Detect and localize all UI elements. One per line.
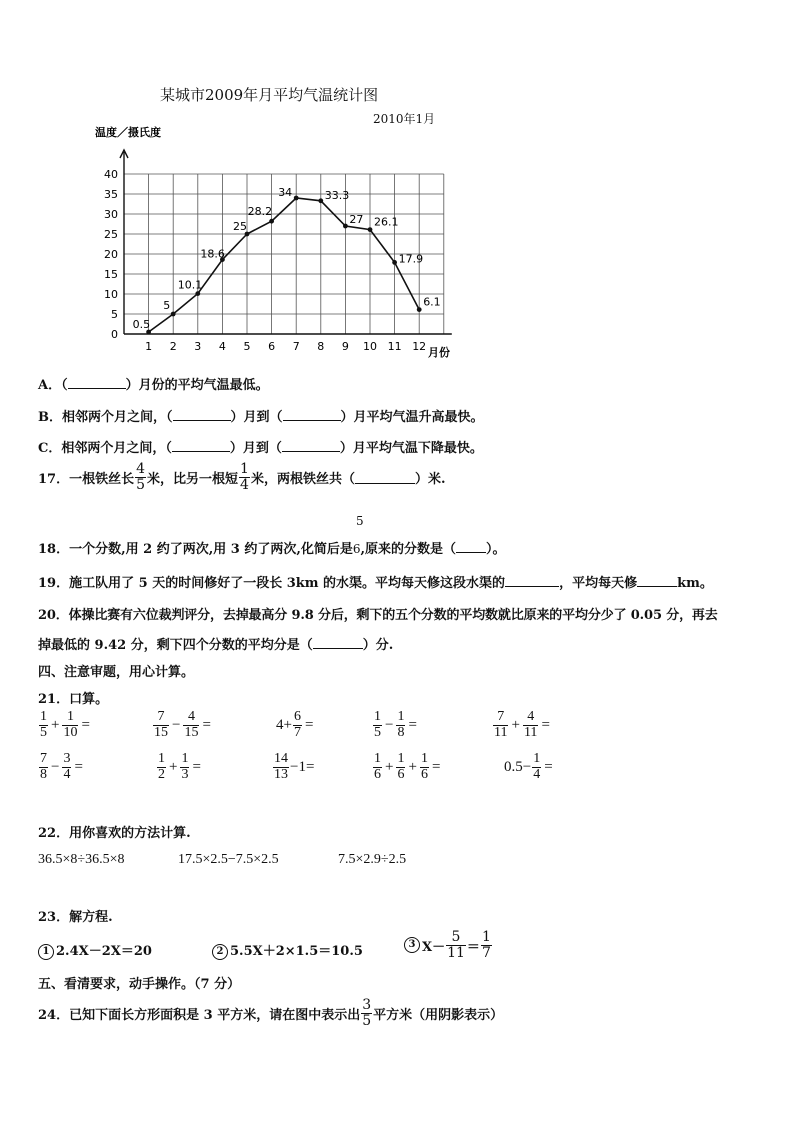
equation-text: 5.5X＋2×1.5＝10.5 xyxy=(230,944,363,959)
y-tick-label: 15 xyxy=(104,268,118,281)
answer-blank[interactable] xyxy=(456,540,486,553)
denominator: 11 xyxy=(523,724,538,740)
denominator: 5 xyxy=(40,724,47,740)
data-point xyxy=(294,196,299,201)
whole-part: 4+ xyxy=(276,716,292,733)
section-5-heading: 五、看清要求，动手操作。（7 分） xyxy=(38,977,241,992)
x-tick-label: 4 xyxy=(218,340,226,353)
numerator: 1 xyxy=(397,751,405,766)
q18-text-1: 18．一个分数,用 2 约了两次,用 3 约了两次,化简后是 xyxy=(38,542,353,557)
oral-calc-5 xyxy=(492,710,552,740)
denominator: 6 xyxy=(374,766,381,782)
equation-3 xyxy=(404,930,493,960)
fraction xyxy=(373,710,382,740)
fraction xyxy=(396,752,405,782)
denominator: 13 xyxy=(274,766,288,782)
denominator: 15 xyxy=(184,724,199,740)
data-label: 28.2 xyxy=(247,205,273,219)
equals-sign: ＝ xyxy=(466,939,480,955)
data-label: 27 xyxy=(349,213,364,226)
operator: + xyxy=(511,716,520,733)
operator: + xyxy=(169,758,178,775)
answer-blank[interactable] xyxy=(68,376,126,389)
question-22-title: 22．用你喜欢的方法计算. xyxy=(38,826,191,841)
q24-text-2: 平方米（用阴影表示） xyxy=(373,1007,504,1023)
answer-blank[interactable] xyxy=(173,408,231,421)
equals-sign: = xyxy=(304,716,314,733)
fraction xyxy=(493,710,508,740)
q20-text-1: 掉最低的 9.42 分，剩下四个分数的平均分是（ xyxy=(38,638,313,653)
question-b-mid: ）月到（ xyxy=(230,410,283,425)
denominator: 6 xyxy=(397,766,405,782)
question-20-line-2 xyxy=(38,634,393,653)
numerator: 1 xyxy=(158,751,165,766)
data-point xyxy=(392,260,397,265)
denominator: 7 xyxy=(481,944,491,961)
oral-calc-9 xyxy=(372,752,442,782)
data-label: 6.1 xyxy=(423,295,441,309)
data-label: 25 xyxy=(233,220,247,233)
operator: + xyxy=(51,716,60,733)
numerator: 14 xyxy=(274,751,288,766)
operator: + xyxy=(385,758,394,775)
denominator: 3 xyxy=(181,766,189,782)
fraction xyxy=(373,752,382,782)
denominator: 11 xyxy=(447,944,465,961)
numerator: 1 xyxy=(374,709,381,724)
y-tick-label: 30 xyxy=(104,208,118,221)
fraction xyxy=(420,752,429,782)
q17-text-1: 17．一根铁丝长 xyxy=(38,471,135,487)
numerator: 7 xyxy=(157,709,165,724)
equation-text: 2.4X－2X＝20 xyxy=(56,944,152,959)
circled-number: 2 xyxy=(212,944,228,960)
q18-numerator: 5 xyxy=(356,514,364,528)
oral-calc-4 xyxy=(372,710,419,740)
numerator: 5 xyxy=(451,929,461,945)
fraction xyxy=(62,710,78,740)
answer-blank[interactable] xyxy=(283,408,341,421)
question-c xyxy=(38,437,483,456)
numerator: 1 xyxy=(374,751,381,766)
equals-sign: = xyxy=(74,758,83,775)
q17-text-2: 米，比另一根短 xyxy=(147,471,239,487)
x-tick-label: 3 xyxy=(194,340,202,353)
equals-sign: = xyxy=(544,758,553,775)
equation-2 xyxy=(212,940,363,960)
x-tick-label: 12 xyxy=(412,340,427,353)
data-label: 26.1 xyxy=(374,215,399,229)
y-tick-label: 40 xyxy=(104,168,118,181)
q18-denominator: 6 xyxy=(352,542,361,556)
calc-expression-1: 36.5×8÷36.5×8 xyxy=(38,852,125,867)
circled-number: 3 xyxy=(404,937,420,953)
question-24 xyxy=(38,998,503,1028)
denominator: 7 xyxy=(293,724,301,740)
oral-calc-1 xyxy=(38,710,92,740)
denominator: 5 xyxy=(362,1012,372,1029)
numerator: 1 xyxy=(240,461,249,477)
oral-calc-10 xyxy=(504,752,555,782)
numerator: 1 xyxy=(181,751,189,766)
fraction xyxy=(180,752,189,782)
equals-sign: = xyxy=(192,758,201,775)
numerator: 7 xyxy=(40,751,47,766)
equals-sign: = xyxy=(431,758,441,775)
calc-expression-3: 7.5×2.9÷2.5 xyxy=(338,852,407,867)
numerator: 3 xyxy=(362,997,372,1013)
q18-text-3: ）。 xyxy=(486,542,506,557)
equals-sign: = xyxy=(541,716,550,733)
numerator: 1 xyxy=(66,709,74,724)
data-label: 33.3 xyxy=(324,188,350,202)
numerator: 1 xyxy=(40,709,47,724)
q17-text-3: 米，两根铁丝共（ xyxy=(250,471,355,487)
x-tick-label: 1 xyxy=(145,340,153,353)
numerator: 1 xyxy=(533,751,541,766)
fraction xyxy=(135,462,146,492)
answer-blank[interactable] xyxy=(172,439,230,452)
question-b xyxy=(38,406,484,425)
fraction xyxy=(273,752,289,782)
denominator: 4 xyxy=(533,766,541,782)
x-tick-label: 11 xyxy=(387,340,402,353)
data-label: 10.1 xyxy=(177,278,203,292)
x-tick-label: 5 xyxy=(243,340,251,353)
denominator: 5 xyxy=(136,476,146,493)
data-point xyxy=(269,219,274,224)
denominator: 8 xyxy=(397,724,405,740)
y-tick-label: 25 xyxy=(104,228,118,241)
data-point xyxy=(368,227,373,232)
fraction xyxy=(523,710,538,740)
oral-calc-3 xyxy=(276,710,315,740)
question-17 xyxy=(38,462,446,492)
denominator: 4 xyxy=(63,766,71,782)
fraction xyxy=(446,930,466,960)
numerator: 1 xyxy=(420,751,428,766)
x-tick-label: 9 xyxy=(341,340,349,353)
fraction xyxy=(157,752,166,782)
operator: + xyxy=(408,758,417,775)
chart-x-axis-label: 月份 xyxy=(428,346,450,359)
numerator: 1 xyxy=(397,709,405,724)
operator: − xyxy=(385,716,394,733)
denominator: 5 xyxy=(374,724,381,740)
question-21-title: 21．口算。 xyxy=(38,692,109,707)
oral-calc-6 xyxy=(38,752,85,782)
answer-blank[interactable] xyxy=(637,574,677,587)
fraction xyxy=(293,710,302,740)
data-point xyxy=(417,307,422,312)
oral-calc-8 xyxy=(272,752,314,782)
fraction xyxy=(239,462,250,492)
denominator: 6 xyxy=(420,766,428,782)
fraction xyxy=(481,930,492,960)
temperature-line-chart xyxy=(90,122,550,362)
data-point xyxy=(195,291,200,296)
numerator: 7 xyxy=(497,709,505,724)
equation-1 xyxy=(38,940,152,960)
question-19 xyxy=(38,572,713,591)
q18-text-2: ,原来的分数是（ xyxy=(360,542,457,557)
data-point xyxy=(318,198,323,203)
answer-blank[interactable] xyxy=(282,439,340,452)
operator: − xyxy=(51,758,60,775)
equals-sign: = xyxy=(81,716,90,733)
y-tick-label: 35 xyxy=(104,188,118,201)
question-23-title: 23．解方程. xyxy=(38,910,113,925)
fraction xyxy=(62,752,71,782)
numerator: 4 xyxy=(187,709,195,724)
denominator: 4 xyxy=(240,476,249,493)
question-c-tail: ）月平均气温下降最快。 xyxy=(339,441,483,456)
denominator: 15 xyxy=(154,724,168,740)
fraction xyxy=(39,752,48,782)
question-c-mid: ）月到（ xyxy=(229,441,282,456)
chart-y-axis-label: 温度／摄氏度 xyxy=(95,126,161,139)
x-tick-label: 6 xyxy=(268,340,276,353)
question-18 xyxy=(38,538,506,557)
q19-text-2: ，平均每天修 xyxy=(559,576,638,591)
numerator: 4 xyxy=(527,709,535,724)
answer-blank[interactable] xyxy=(355,471,415,484)
y-tick-label: 20 xyxy=(104,248,118,261)
data-label: 5 xyxy=(163,299,171,312)
y-tick-label: 5 xyxy=(111,308,118,321)
question-a-tail: ）月份的平均气温最低。 xyxy=(125,378,269,393)
data-label: 34 xyxy=(278,186,293,199)
fraction xyxy=(39,710,48,740)
fraction xyxy=(396,710,405,740)
whole-part: 0.5− xyxy=(504,758,532,775)
equals-sign: = xyxy=(202,716,211,733)
answer-blank[interactable] xyxy=(505,574,559,587)
expression-tail: −1= xyxy=(290,758,315,775)
data-point xyxy=(343,224,348,229)
numerator: 3 xyxy=(63,751,71,766)
question-a xyxy=(38,374,269,393)
x-tick-label: 7 xyxy=(292,340,300,353)
calc-expression-2: 17.5×2.5−7.5×2.5 xyxy=(178,852,279,867)
question-a-label: A．（ xyxy=(38,378,68,393)
numerator: 6 xyxy=(293,709,301,724)
x-tick-label: 10 xyxy=(363,340,377,353)
q24-text-1: 24．已知下面长方形面积是 3 平方米，请在图中表示出 xyxy=(38,1007,361,1023)
y-tick-label: 10 xyxy=(104,288,118,301)
data-label: 18.6 xyxy=(200,247,225,261)
question-b-tail: ）月平均气温升高最快。 xyxy=(340,410,484,425)
x-tick-label: 8 xyxy=(317,340,325,353)
fraction xyxy=(532,752,541,782)
question-b-label: B．相邻两个月之间，（ xyxy=(38,410,173,425)
data-point xyxy=(171,312,176,317)
oral-calc-2 xyxy=(152,710,213,740)
question-20-line-1: 20．体操比赛有六位裁判评分，去掉最高分 9.8 分后，剩下的五个分数的平均数就比原来的平均分少了 0.05 分，再去 xyxy=(38,608,718,623)
oral-calc-7 xyxy=(156,752,203,782)
fraction xyxy=(153,710,169,740)
numerator: 1 xyxy=(481,929,491,945)
q19-text-1: 19．施工队用了 5 天的时间修好了一段长 3km 的水渠。平均每天修这段水渠的 xyxy=(38,576,506,591)
data-label: 0.5 xyxy=(132,318,151,331)
x-tick-label: 2 xyxy=(169,340,177,353)
y-tick-label: 0 xyxy=(111,328,118,341)
numerator: 4 xyxy=(136,461,146,477)
q19-text-3: km。 xyxy=(677,576,713,591)
data-label: 17.9 xyxy=(398,252,424,266)
operator: − xyxy=(172,716,181,733)
section-4-heading: 四、注意审题，用心计算。 xyxy=(38,665,195,680)
circled-number: 1 xyxy=(38,944,54,960)
equals-sign: = xyxy=(408,716,417,733)
chart-title: 某城市2009年月平均气温统计图 xyxy=(160,86,379,104)
fraction xyxy=(361,998,372,1028)
answer-blank[interactable] xyxy=(313,636,363,649)
denominator: 2 xyxy=(158,766,165,782)
fraction xyxy=(183,710,199,740)
equation-text: X－ xyxy=(422,939,446,955)
q17-text-4: ）米. xyxy=(414,471,446,487)
denominator: 10 xyxy=(63,724,78,740)
chart-date: 2010年1月 xyxy=(373,112,436,126)
denominator: 8 xyxy=(40,766,47,782)
question-c-label: C．相邻两个月之间，（ xyxy=(38,441,172,456)
denominator: 11 xyxy=(494,724,508,740)
q20-text-2: ）分. xyxy=(362,638,394,653)
